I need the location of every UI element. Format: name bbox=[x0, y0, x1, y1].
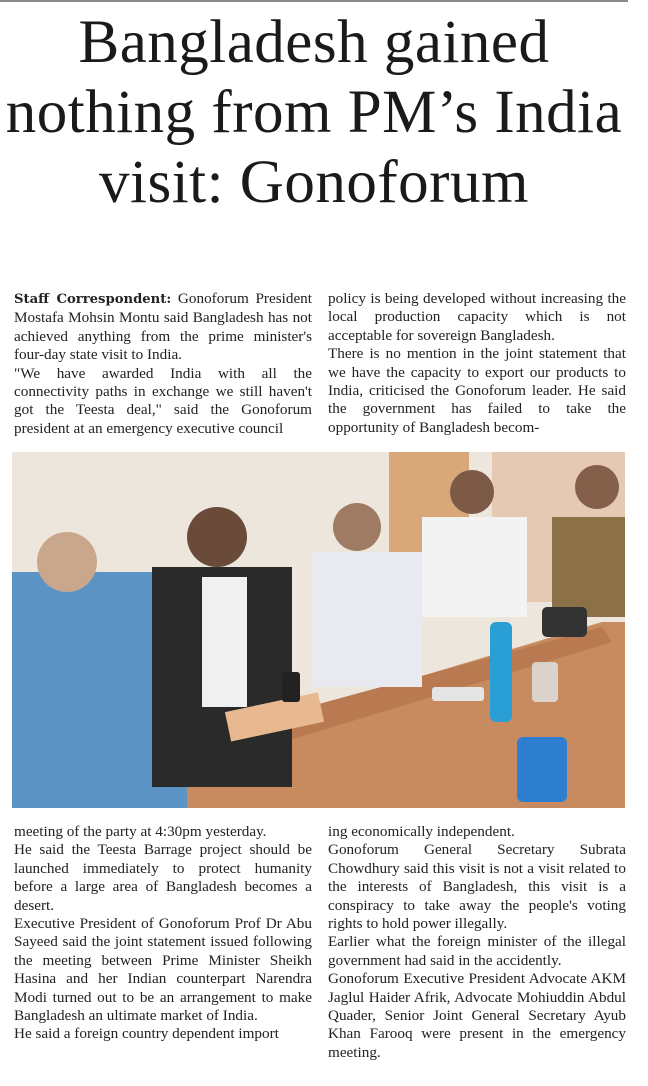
column-2-top bbox=[328, 290, 626, 437]
paragraph: Gonoforum Executive President Advocate AKM Jaglul Haider Afrik, Advocate Mohiuddin Abdul Quader, Senior Joint General Secretary Ayub Khan Farooq were present in the emergency meeting. bbox=[328, 970, 626, 1061]
meeting-photo-illustration bbox=[12, 452, 625, 808]
head bbox=[575, 465, 619, 509]
paragraph: Earlier what the foreign minister of the illegal government had said in the accidently. bbox=[328, 933, 626, 969]
person-brown-kurta bbox=[552, 517, 625, 617]
top-rule bbox=[0, 0, 628, 2]
phone bbox=[282, 672, 300, 702]
paragraph: "We have awarded India with all the connectivity paths in exchange we still haven't got the Teesta deal," said the Gonoforum president at an emergency executive council bbox=[14, 364, 312, 437]
waste-bin bbox=[517, 737, 567, 802]
head bbox=[450, 470, 494, 514]
column-2-bottom bbox=[328, 823, 626, 1062]
column-1-top bbox=[14, 290, 312, 438]
headline: Bangladesh gained nothing from PM’s India visit: Gonoforum bbox=[5, 9, 623, 216]
person-light-shirt bbox=[422, 517, 527, 617]
glass bbox=[532, 662, 558, 702]
paragraph: He said a foreign country dependent import bbox=[14, 1025, 279, 1043]
byline: Staff Correspondent: bbox=[14, 292, 172, 307]
column-1-bottom bbox=[14, 823, 312, 1044]
bag bbox=[542, 607, 587, 637]
head bbox=[333, 503, 381, 551]
person-white-shirt bbox=[312, 552, 422, 687]
head bbox=[37, 532, 97, 592]
paragraph: policy is being developed without increasing the local production capacity which is not acceptable for sovereign Bangladesh. bbox=[328, 290, 626, 344]
paragraph: Gonoforum General Secretary Subrata Chowdhury said this visit is not a visit related to the interests of Bangladesh, this visit is a conspiracy to take away the people's voting rights to hold power illegally. bbox=[328, 841, 626, 933]
remote bbox=[432, 687, 484, 701]
lead-paragraph bbox=[14, 290, 312, 365]
head bbox=[187, 507, 247, 567]
paragraph: meeting of the party at 4:30pm yesterday. bbox=[14, 823, 267, 840]
paragraph: There is no mention in the joint statement that we have the capacity to export our products to India, criticised the Gonoforum leader. He said the government has failed to take the opportunity of Bangladesh becom- bbox=[328, 345, 626, 436]
paragraph: He said the Teesta Barrage project should be launched immediately to protect humanity before a large area of Bangladesh becomes a desert. bbox=[14, 841, 312, 914]
paragraph: ing economically independent. bbox=[328, 823, 515, 840]
white-shirt bbox=[202, 577, 247, 707]
news-photo bbox=[12, 452, 625, 808]
paragraph: Executive President of Gonoforum Prof Dr Abu Sayeed said the joint statement issued following the meeting between Prime Minister Sheikh Hasina and her Indian counterpart Narendra Modi turned out to be an arrangement to make Bangladesh an ultimate market of India. bbox=[14, 915, 312, 1025]
paragraph-text: Gonoforum President Mostafa Mohsin Montu said Bangladesh has not achieved anything from the prime minister's four-day state visit to India. bbox=[14, 290, 312, 364]
water-bottle bbox=[490, 622, 512, 722]
